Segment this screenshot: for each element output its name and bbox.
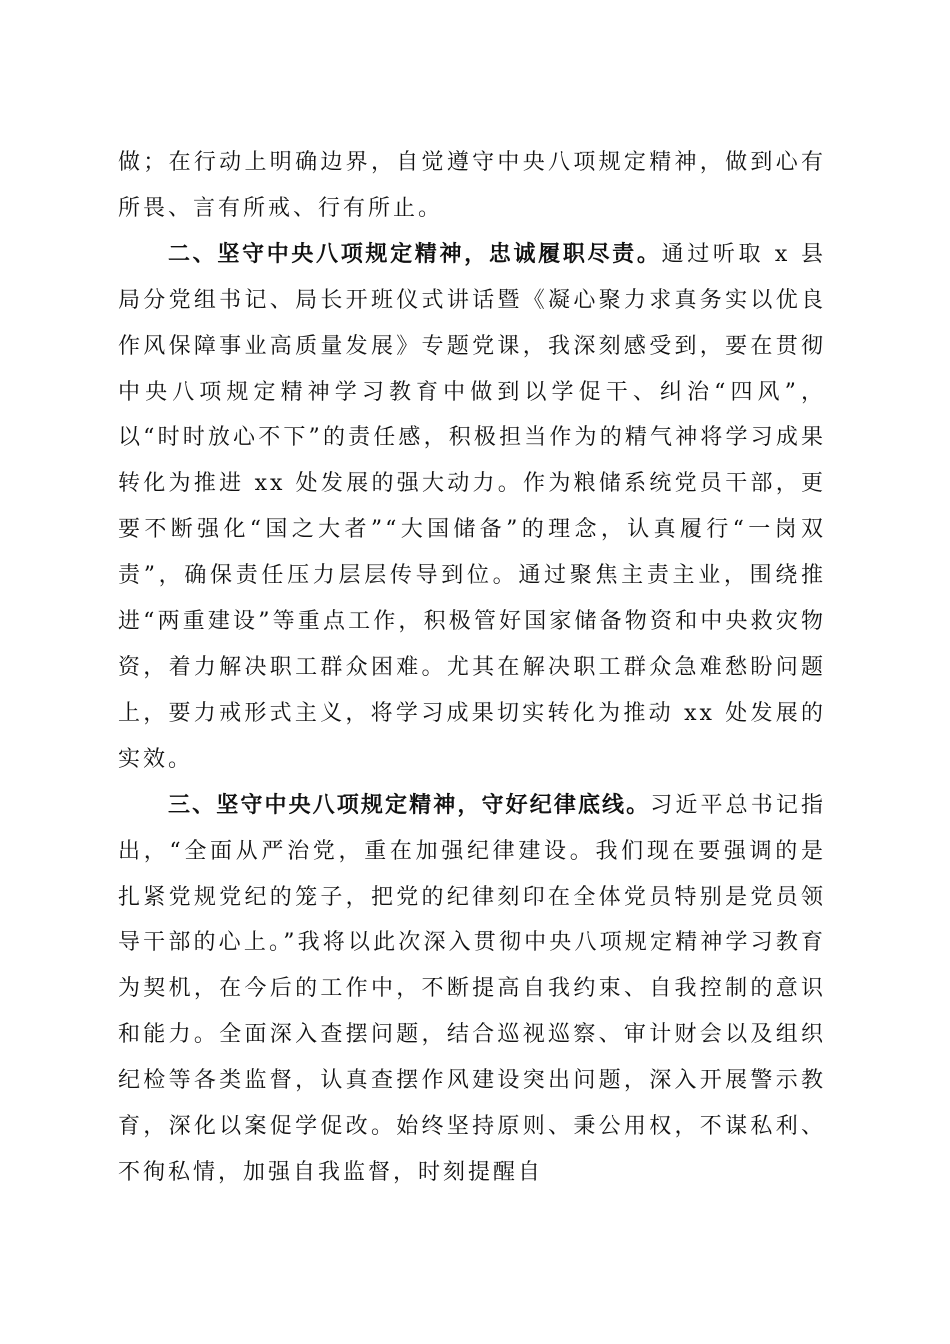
paragraph-section-two [118, 232, 826, 783]
document-body [118, 140, 826, 1196]
paragraph-text: 习近平总书记指出，“全面从严治党，重在加强纪律建设。我们现在要强调的是扎紧党规党纪的笼子，把党的纪律刻印在全体党员特别是党员领导干部的心上。”我将以此次深入贯彻中央八项规定精神学习教育为契机，在今后的工作中，不断提高自我约束、自我控制的意识和能力。全面深入查摆问题，结合巡视巡察、审计财会以及组织纪检等各类监督，认真查摆作风建设突出问题，深入开展警示教育，深化以案促学促改。始终坚持原则、秉公用权，不谋私利、不徇私情，加强自我监督，时刻提醒自 [118, 792, 826, 1185]
paragraph-section-three [118, 783, 826, 1196]
paragraph-text: 做；在行动上明确边界，自觉遵守中央八项规定精神，做到心有所畏、言有所戒、行有所止。 [118, 150, 826, 221]
paragraph-text: 通过听取 x 县局分党组书记、局长开班仪式讲话暨《凝心聚力求真务实以优良作风保障事业高质量发展》专题党课，我深刻感受到，要在贯彻中央八项规定精神学习教育中做到以学促干、纠治“四风”，以“时时放心不下”的责任感，积极担当作为的精气神将学习成果转化为推进 xx 处发展的强大动力。作为粮储系统党员干部，更要不断强化“国之大者”“大国储备”的理念，认真履行“一岗双责”，确保责任压力层层传导到位。通过聚焦主责主业，围绕推进“两重建设”等重点工作，积极管好国家储备物资和中央救灾物资，着力解决职工群众困难。尤其在解决职工群众急难愁盼问题上，要力戒形式主义，将学习成果切实转化为推动 xx 处发展的实效。 [118, 241, 826, 772]
section-heading: 二、坚守中央八项规定精神，忠诚履职尽责。 [168, 241, 662, 267]
section-heading: 三、坚守中央八项规定精神，守好纪律底线。 [168, 792, 651, 818]
paragraph-continuation [118, 140, 826, 232]
